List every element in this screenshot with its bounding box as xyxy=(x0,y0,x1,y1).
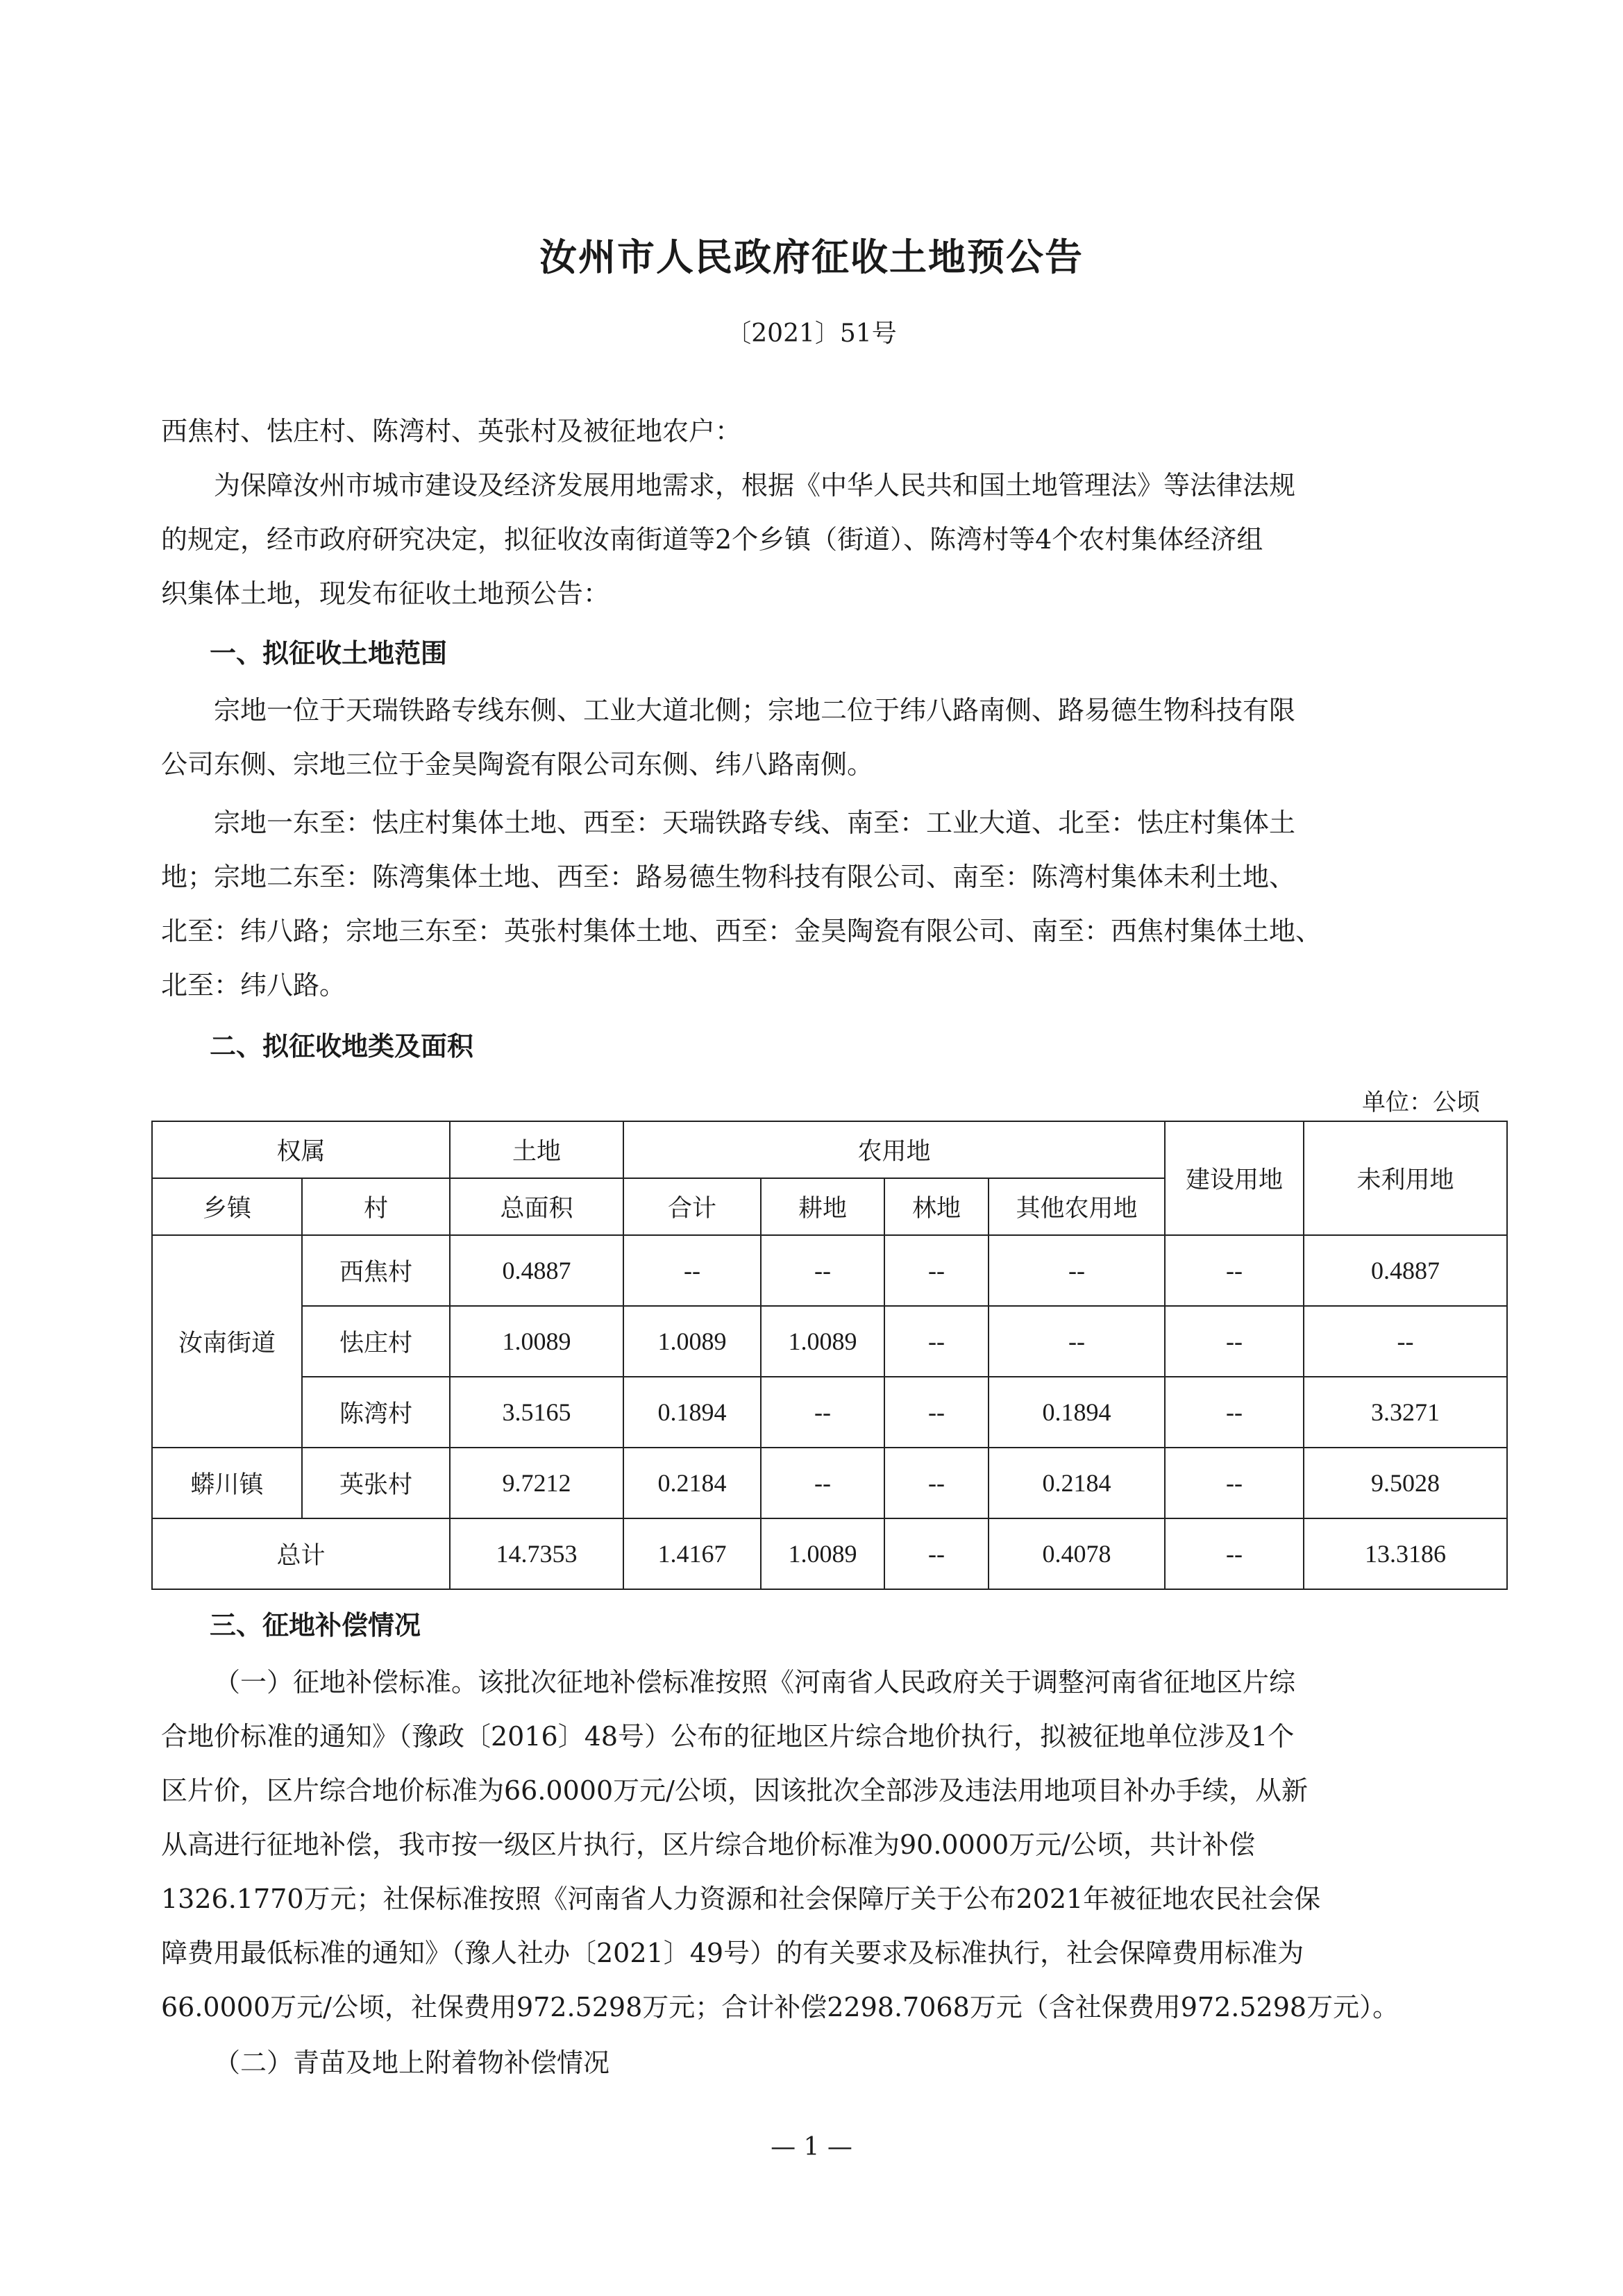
scope-paragraph-boundaries xyxy=(161,796,1508,1012)
arable-cell: 1.0089 xyxy=(761,1518,884,1589)
text-line: 障费用最低标准的通知》（豫人社办〔2021〕49号）的有关要求及标准执行，社会保障费用标准为 xyxy=(161,1938,1304,1968)
header-village: 村 xyxy=(302,1178,450,1235)
construction-cell: -- xyxy=(1165,1235,1304,1306)
header-unused-land: 未利用地 xyxy=(1304,1121,1507,1235)
town-cell: 蟒川镇 xyxy=(152,1448,302,1518)
unused-cell: 13.3186 xyxy=(1304,1518,1507,1589)
text-line: 1326.1770万元；社保标准按照《河南省人力资源和社会保障厅关于公布2021年被征地农民社会保 xyxy=(161,1884,1321,1914)
village-cell: 英张村 xyxy=(302,1448,450,1518)
text-line: 区片价，区片综合地价标准为66.0000万元/公顷，因该批次全部涉及违法用地项目补办手续，从新 xyxy=(161,1775,1308,1806)
town-cell: 汝南街道 xyxy=(152,1235,302,1448)
intro-paragraph xyxy=(161,458,1508,621)
unused-cell: 9.5028 xyxy=(1304,1448,1507,1518)
header-ownership: 权属 xyxy=(152,1121,450,1178)
header-town: 乡镇 xyxy=(152,1178,302,1235)
subtotal-cell: 1.0089 xyxy=(623,1306,761,1377)
subtotal-cell: 0.2184 xyxy=(623,1448,761,1518)
header-other-agricultural: 其他农用地 xyxy=(989,1178,1165,1235)
total-label-cell: 总计 xyxy=(152,1518,450,1589)
village-cell: 怯庄村 xyxy=(302,1306,450,1377)
text-line: 地；宗地二东至：陈湾集体土地、西至：路易德生物科技有限公司、南至：陈湾村集体未利土地、 xyxy=(161,862,1296,892)
other-agricultural-cell: 0.1894 xyxy=(989,1377,1165,1448)
header-total-area-bottom: 总面积 xyxy=(450,1178,623,1235)
forest-cell: -- xyxy=(884,1235,989,1306)
header-construction-land: 建设用地 xyxy=(1165,1121,1304,1235)
document-title: 汝州市人民政府征收土地预公告 xyxy=(539,235,1084,279)
scope-paragraph-location xyxy=(161,683,1508,791)
text-line: 为保障汝州市城市建设及经济发展用地需求，根据《中华人民共和国土地管理法》等法律法规 xyxy=(214,470,1296,501)
arable-cell: 1.0089 xyxy=(761,1306,884,1377)
arable-cell: -- xyxy=(761,1448,884,1518)
text-line: 66.0000万元/公顷，社保费用972.5298万元；合计补偿2298.7068万元（含社保费用972.5298万元）。 xyxy=(161,1992,1399,2022)
forest-cell: -- xyxy=(884,1448,989,1518)
section-heading-land-types: 二、拟征收地类及面积 xyxy=(210,1030,474,1062)
table-row xyxy=(152,1235,1507,1306)
header-forest: 林地 xyxy=(884,1178,989,1235)
total-area-cell: 3.5165 xyxy=(450,1377,623,1448)
document-number: 〔2021〕51号 xyxy=(726,319,897,348)
total-area-cell: 14.7353 xyxy=(450,1518,623,1589)
section-heading-scope: 一、拟征收土地范围 xyxy=(210,637,448,669)
forest-cell: -- xyxy=(884,1377,989,1448)
text-line: 宗地一东至：怯庄村集体土地、西至：天瑞铁路专线、南至：工业大道、北至：怯庄村集体土 xyxy=(214,807,1296,838)
forest-cell: -- xyxy=(884,1518,989,1589)
text-line: 公司东侧、宗地三位于金昊陶瓷有限公司东侧、纬八路南侧。 xyxy=(161,749,874,780)
village-cell: 西焦村 xyxy=(302,1235,450,1306)
header-agricultural-land: 农用地 xyxy=(623,1121,1165,1178)
subtotal-cell: -- xyxy=(623,1235,761,1306)
recipient-line: 西焦村、怯庄村、陈湾村、英张村及被征地农户： xyxy=(161,416,742,446)
table-row xyxy=(152,1306,1507,1377)
other-agricultural-cell: -- xyxy=(989,1306,1165,1377)
table-row xyxy=(152,1377,1507,1448)
page-number: — 1 — xyxy=(771,2133,852,2161)
table-row xyxy=(152,1448,1507,1518)
unused-cell: 3.3271 xyxy=(1304,1377,1507,1448)
forest-cell: -- xyxy=(884,1306,989,1377)
table-total-row xyxy=(152,1518,1507,1589)
header-total-area-top: 土地 xyxy=(450,1121,623,1178)
total-area-cell: 9.7212 xyxy=(450,1448,623,1518)
text-line: 的规定，经市政府研究决定，拟征收汝南街道等2个乡镇（街道）、陈湾村等4个农村集体经济组 xyxy=(161,524,1263,555)
subtotal-cell: 0.1894 xyxy=(623,1377,761,1448)
other-agricultural-cell: 0.4078 xyxy=(989,1518,1165,1589)
other-agricultural-cell: -- xyxy=(989,1235,1165,1306)
other-agricultural-cell: 0.2184 xyxy=(989,1448,1165,1518)
text-line: （一）征地补偿标准。该批次征地补偿标准按照《河南省人民政府关于调整河南省征地区片综 xyxy=(214,1667,1296,1698)
text-line: 北至：纬八路。 xyxy=(161,970,346,1000)
text-line: 合地价标准的通知》（豫政〔2016〕48号）公布的征地区片综合地价执行，拟被征地单位涉及1个 xyxy=(161,1721,1295,1752)
total-area-cell: 1.0089 xyxy=(450,1306,623,1377)
construction-cell: -- xyxy=(1165,1518,1304,1589)
construction-cell: -- xyxy=(1165,1306,1304,1377)
unused-cell: -- xyxy=(1304,1306,1507,1377)
crops-compensation-heading: （二）青苗及地上附着物补偿情况 xyxy=(214,2047,610,2078)
header-subtotal: 合计 xyxy=(623,1178,761,1235)
text-line: 从高进行征地补偿，我市按一级区片执行，区片综合地价标准为90.0000万元/公顷，共计补偿 xyxy=(161,1829,1255,1860)
header-arable: 耕地 xyxy=(761,1178,884,1235)
text-line: 宗地一位于天瑞铁路专线东侧、工业大道北侧；宗地二位于纬八路南侧、路易德生物科技有限 xyxy=(214,695,1296,726)
unused-cell: 0.4887 xyxy=(1304,1235,1507,1306)
compensation-standard-paragraph xyxy=(161,1655,1508,2034)
section-heading-compensation: 三、征地补偿情况 xyxy=(210,1609,421,1641)
subtotal-cell: 1.4167 xyxy=(623,1518,761,1589)
construction-cell: -- xyxy=(1165,1448,1304,1518)
village-cell: 陈湾村 xyxy=(302,1377,450,1448)
construction-cell: -- xyxy=(1165,1377,1304,1448)
arable-cell: -- xyxy=(761,1377,884,1448)
text-line: 织集体土地，现发布征收土地预公告： xyxy=(161,578,610,609)
unit-label: 单位：公顷 xyxy=(1362,1089,1480,1116)
total-area-cell: 0.4887 xyxy=(450,1235,623,1306)
arable-cell: -- xyxy=(761,1235,884,1306)
text-line: 北至：纬八路；宗地三东至：英张村集体土地、西至：金昊陶瓷有限公司、南至：西焦村集体土地、 xyxy=(161,916,1322,946)
land-area-table xyxy=(151,1121,1508,1590)
